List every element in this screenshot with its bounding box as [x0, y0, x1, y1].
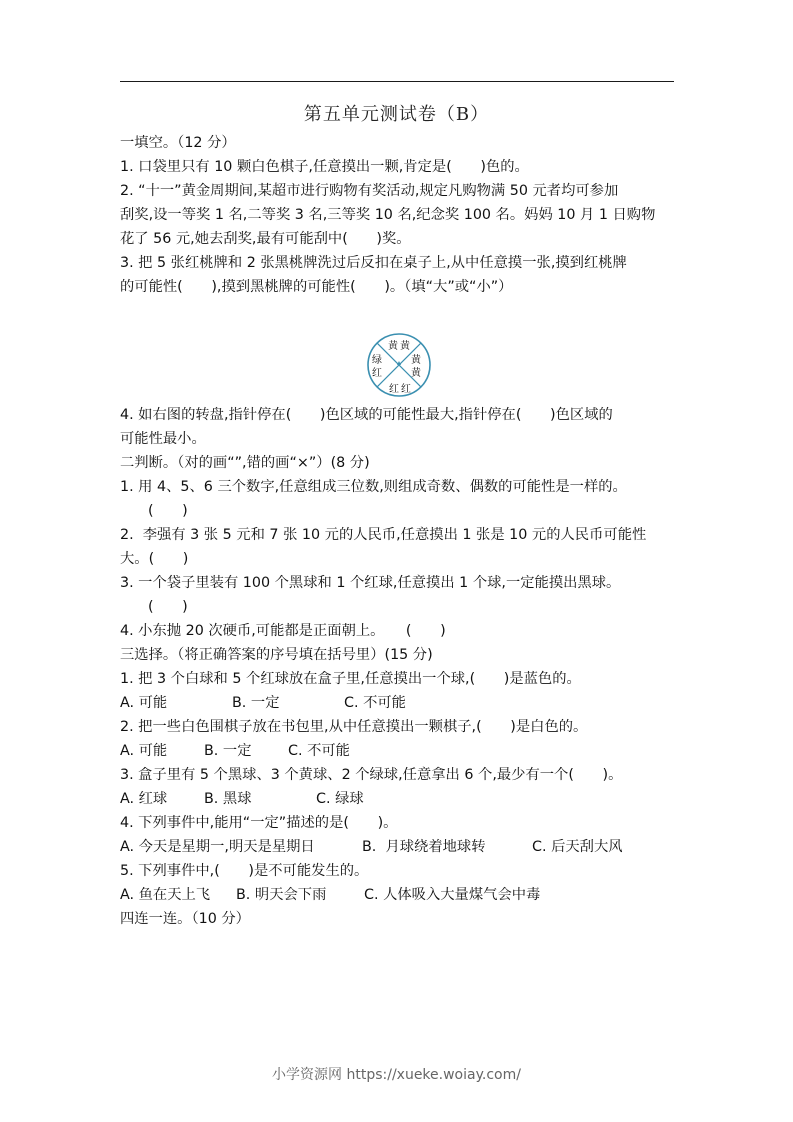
- s3-question-1-options: [120, 691, 680, 715]
- s1-question-3-line-1: 3. 把 5 张红桃牌和 2 张黑桃牌洗过后反扣在桌子上,从中任意摸一张,摸到红桃牌: [120, 255, 627, 271]
- s2-question-2-line-2: 大。( ): [120, 551, 189, 567]
- s1-question-1: 1. 口袋里只有 10 颗白色棋子,任意摸出一颗,肯定是( )色的。: [120, 159, 529, 175]
- s3-question-4-options: [120, 835, 680, 859]
- option-c: C. 不可能: [344, 695, 406, 711]
- s3-question-3-options: [120, 787, 680, 811]
- section-4-heading: 四连一连。（10 分）: [120, 911, 250, 927]
- s3-question-5-options: [120, 883, 680, 907]
- option-a: A. 红球: [120, 791, 168, 807]
- option-a: A. 可能: [120, 695, 168, 711]
- spinner-bottom-right-label: 红: [401, 384, 411, 395]
- option-a: A. 鱼在天上飞: [120, 887, 211, 903]
- section-3-heading: 三选择。（将正确答案的序号填在括号里）(15 分): [120, 647, 433, 663]
- option-c: C. 人体吸入大量煤气会中毒: [364, 887, 541, 903]
- s1-question-2-line-2: 刮奖,设一等奖 1 名,二等奖 3 名,三等奖 10 名,纪念奖 100 名。妈妈 10 月 1 日购物: [120, 207, 656, 223]
- option-c: C. 绿球: [316, 791, 364, 807]
- s1-question-3-line-2: 的可能性( ),摸到黑桃牌的可能性( )。（填“大”或“小”）: [120, 279, 513, 295]
- s1-question-2-line-3: 花了 56 元,她去刮奖,最有可能刮中( )奖。: [120, 231, 411, 247]
- spinner-figure-area: [120, 299, 680, 403]
- spinner-top-left-label: 黄: [388, 341, 398, 352]
- spinner-left-top-label: 绿: [372, 355, 382, 366]
- s2-question-3-line-1: 3. 一个袋子里装有 100 个黑球和 1 个红球,任意摸出 1 个球,一定能摸出黑球。: [120, 575, 621, 591]
- s3-question-5: 5. 下列事件中,( )是不可能发生的。: [120, 863, 369, 879]
- s3-question-2: 2. 把一些白色围棋子放在书包里,从中任意摸出一颗棋子,( )是白色的。: [120, 719, 588, 735]
- option-c: C. 后天刮大风: [532, 839, 623, 855]
- option-b: B. 明天会下雨: [236, 887, 327, 903]
- section-2-heading-start: 二判断。（对的画“: [120, 455, 235, 471]
- spinner-right-top-label: 黄: [411, 355, 421, 366]
- option-c: C. 不可能: [288, 743, 350, 759]
- spinner-wheel-figure: [366, 332, 432, 398]
- document-body: [120, 131, 680, 931]
- spinner-bottom-left-label: 红: [389, 384, 399, 395]
- header-rule: [120, 81, 674, 82]
- s1-question-2-line-1: 2. “十一”黄金周期间,某超市进行购物有奖活动,规定凡购物满 50 元者均可参加: [120, 183, 619, 199]
- s3-question-2-options: [120, 739, 680, 763]
- s2-question-2-line-1: 2. 李强有 3 张 5 元和 7 张 10 元的人民币,任意摸出 1 张是 10 元的人民币可能性: [120, 527, 647, 543]
- s3-question-3: 3. 盒子里有 5 个黑球、3 个黄球、2 个绿球,任意拿出 6 个,最少有一个( )。: [120, 767, 623, 783]
- option-b: B. 黑球: [204, 791, 252, 807]
- footer-watermark: 小学资源网 https://xueke.woiay.com/: [272, 1067, 521, 1083]
- spinner-left-bottom-label: 红: [372, 368, 382, 379]
- s2-question-1-line-1: 1. 用 4、5、6 三个数字,任意组成三位数,则组成奇数、偶数的可能性是一样的。: [120, 479, 627, 495]
- s3-question-4: 4. 下列事件中,能用“一定”描述的是( )。: [120, 815, 398, 831]
- section-2-heading: [120, 451, 680, 475]
- s2-question-3-answer-blank: ( ): [148, 599, 188, 615]
- section-2-heading-end: ”,错的画“×”）(8 分): [234, 455, 370, 471]
- spinner-right-bottom-label: 黄: [411, 368, 421, 379]
- option-b: B. 一定: [204, 743, 252, 759]
- s3-question-1: 1. 把 3 个白球和 5 个红球放在盒子里,任意摸出一个球,( )是蓝色的。: [120, 671, 581, 687]
- option-a: A. 今天是星期一,明天是星期日: [120, 839, 315, 855]
- s1-question-4-line-2: 可能性最小。: [120, 431, 206, 447]
- section-1-heading: 一填空。（12 分）: [120, 135, 236, 151]
- option-a: A. 可能: [120, 743, 168, 759]
- s2-question-4: 4. 小东抛 20 次硬币,可能都是正面朝上。 ( ): [120, 623, 446, 639]
- spinner-top-right-label: 黄: [400, 341, 410, 352]
- s2-question-1-answer-blank: ( ): [148, 503, 188, 519]
- option-b: B. 月球绕着地球转: [362, 839, 486, 855]
- s1-question-4-line-1: 4. 如右图的转盘,指针停在( )色区域的可能性最大,指针停在( )色区域的: [120, 407, 613, 423]
- option-b: B. 一定: [232, 695, 280, 711]
- page-title: 第五单元测试卷（B）: [303, 104, 490, 125]
